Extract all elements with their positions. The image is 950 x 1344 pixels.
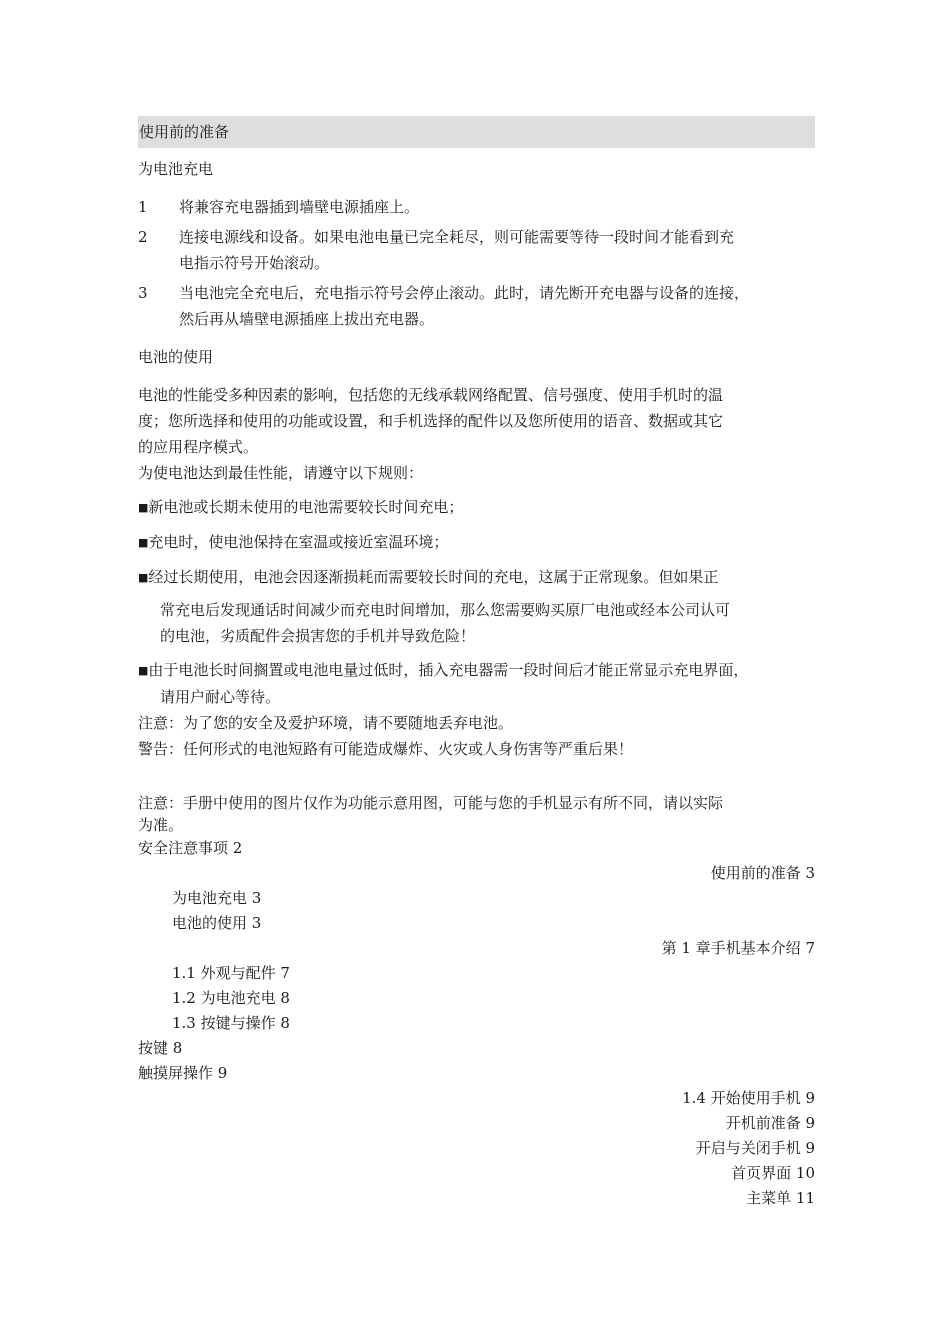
bullet-cont-line: 常充电后发现通话时间减少而充电时间增加，那么您需要购买原厂电池或经本公司认可 (160, 601, 731, 619)
usage-title: 电池的使用 (138, 348, 214, 366)
step-text-block (179, 280, 815, 332)
note-images (138, 792, 815, 836)
bullet-item (138, 529, 815, 556)
step-text-block (179, 224, 815, 276)
toc-entry[interactable]: 触摸屏操作 9 (138, 1064, 228, 1082)
usage-line: 度；您所选择和使用的功能或设置，和手机选择的配件以及您所使用的语音、数据或其它 (138, 412, 724, 430)
bullet-continuation: 请用户耐心等待。 (160, 688, 281, 706)
step-text-cont: 电指示符号开始滚动。 (179, 254, 330, 272)
step-item (138, 224, 815, 276)
toc-entry[interactable]: 为电池充电 3 (172, 889, 262, 907)
toc-entry[interactable]: 主菜单 11 (746, 1189, 815, 1207)
toc-entry[interactable]: 按键 8 (138, 1039, 183, 1057)
toc-entry[interactable]: 开启与关闭手机 9 (695, 1139, 815, 1157)
bullet-text: 由于电池长时间搁置或电池电量过低时，插入充电器需一段时间后才能正常显示充电界面， (148, 661, 749, 679)
toc-entry[interactable]: 首页界面 10 (731, 1164, 815, 1182)
toc-entry[interactable]: 使用前的准备 3 (710, 864, 815, 882)
charge-steps-list (138, 194, 815, 332)
rules-intro: 为使电池达到最佳性能，请遵守以下规则： (138, 464, 424, 482)
bullet-square-icon: ■ (138, 571, 149, 584)
usage-line: 的应用程序模式。 (138, 438, 259, 456)
toc-entry[interactable]: 1.3 按键与操作 8 (172, 1014, 290, 1032)
step-item (138, 280, 815, 332)
step-text-cont: 然后再从墙壁电源插座上拔出充电器。 (179, 310, 435, 328)
toc-entry[interactable]: 1.1 外观与配件 7 (172, 964, 290, 982)
table-of-contents (138, 836, 815, 1211)
bullet-text: 经过长期使用，电池会因逐渐损耗而需要较长时间的充电，这属于正常现象。但如果正 (148, 568, 719, 586)
toc-entry[interactable]: 1.2 为电池充电 8 (172, 989, 290, 1007)
toc-entry[interactable]: 1.4 开始使用手机 9 (682, 1089, 815, 1107)
usage-paragraph (138, 382, 815, 460)
note-line: 为准。 (138, 816, 184, 834)
bullet-cont-line: 的电池，劣质配件会损害您的手机并导致危险！ (160, 627, 476, 645)
bullet-text: 新电池或长期未使用的电池需要较长时间充电； (148, 498, 464, 516)
note-battery: 注意：为了您的安全及爱护环境，请不要随地丢弃电池。 (138, 714, 514, 732)
toc-entry[interactable]: 电池的使用 3 (172, 914, 262, 932)
step-text: 当电池完全充电后，充电指示符号会停止滚动。此时，请先断开充电器与设备的连接， (179, 284, 750, 302)
step-number: 2 (138, 228, 148, 246)
bullet-text: 充电时，使电池保持在室温或接近室温环境； (148, 533, 449, 551)
toc-entry[interactable]: 开机前准备 9 (725, 1114, 815, 1132)
bullet-continuation (138, 597, 815, 649)
warning-text: 警告：任何形式的电池短路有可能造成爆炸、火灾或人身伤害等严重后果！ (138, 740, 634, 758)
step-number: 1 (138, 198, 148, 216)
step-item (138, 194, 815, 220)
toc-entry[interactable]: 安全注意事项 2 (138, 839, 243, 857)
bullet-square-icon: ■ (138, 501, 149, 514)
bullet-item (138, 494, 815, 521)
usage-line: 电池的性能受多种因素的影响，包括您的无线承载网络配置、信号强度、使用手机时的温 (138, 386, 724, 404)
note-line: 注意：手册中使用的图片仅作为功能示意用图，可能与您的手机显示有所不同，请以实际 (138, 794, 724, 812)
step-text: 将兼容充电器插到墙壁电源插座上。 (179, 198, 420, 216)
section-heading: 使用前的准备 (138, 116, 815, 148)
bullet-square-icon: ■ (138, 664, 149, 677)
step-text: 连接电源线和设备。如果电池电量已完全耗尽，则可能需要等待一段时间才能看到充 (179, 228, 735, 246)
toc-entry[interactable]: 第 1 章手机基本介绍 7 (661, 939, 815, 957)
bullet-item (138, 657, 815, 684)
document-page (138, 116, 815, 1211)
bullet-square-icon: ■ (138, 536, 149, 549)
charge-title: 为电池充电 (138, 160, 214, 178)
bullet-item (138, 564, 815, 591)
step-number: 3 (138, 284, 148, 302)
